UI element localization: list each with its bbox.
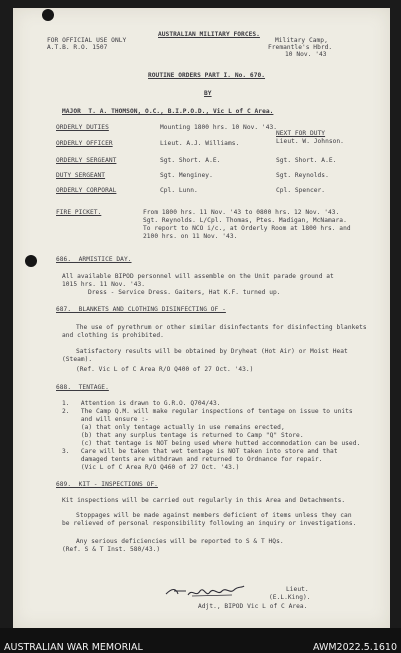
signature-title: Adjt., BIPOD Vic L of C Area. (198, 603, 308, 610)
section-line: Stoppages will be made against members deficient of items unless they can (76, 512, 352, 519)
section-line: 1. Attention is drawn to G.R.O. Q704/43. (62, 400, 221, 407)
duty-label: ORDERLY OFFICER (56, 140, 113, 147)
orders-title: ROUTINE ORDERS PART I. No. 670. (148, 72, 266, 79)
duty-label: ORDERLY SERGEANT (56, 157, 117, 164)
signature-name: (E.L.King). (269, 594, 311, 601)
section-line: (b) that any surplus tentage is returned to Camp "Q" Store. (62, 432, 304, 439)
section-line: damaged tents are withdrawn and returned to Ordnance for repair. (62, 456, 323, 463)
section-line: and clothing is prohibited. (62, 332, 164, 339)
header-ref: A.T.B. R.O. 1507 (47, 44, 108, 51)
section-line: Any serious deficiencies will be reported to S & T HQs. (76, 538, 284, 545)
footer-accession: AWM2022.5.1610 (312, 642, 397, 653)
section-heading: 688. TENTAGE. (56, 384, 109, 391)
section-line: All available BIPOD personnel will assemble on the Unit parade ground at (62, 273, 334, 280)
section-heading: 689. KIT - INSPECTIONS OF. (56, 481, 158, 488)
header-title: AUSTRALIAN MILITARY FORCES. (158, 31, 260, 38)
section-line: (a) that only tentage actually in use remains erected, (62, 424, 285, 431)
punch-hole (25, 255, 37, 267)
section-line: (c) that tentage is NOT being used where hutted accommodation can be used. (62, 440, 361, 447)
duty-value: Cpl. Lunn. (160, 187, 198, 194)
section-line: 2. The Camp Q.M. will make regular inspections of tentage on issue to units (62, 408, 353, 415)
document-page (13, 8, 390, 628)
section-line: The use of pyrethrum or other similar disinfectants for disinfecting blankets (76, 324, 367, 331)
section-line: 3. Care will be taken that wet tentage is NOT taken into store and that (62, 448, 338, 455)
duty-next: Cpl. Spencer. (276, 187, 326, 194)
duty-next: Lieut. W. Johnson. (276, 138, 344, 145)
duty-value: Mounting 1800 hrs. 10 Nov. '43. (160, 124, 278, 131)
section-line: and will ensure :- (62, 416, 149, 423)
fire-picket-line: To report to NCO i/c., at Orderly Room at 1800 hrs. and (143, 225, 351, 232)
orders-officer: MAJOR T. A. THOMSON, O.C., B.I.P.O.D., Vic L of C Area. (62, 108, 274, 115)
duty-value: Lieut. A.J. Williams. (160, 140, 240, 147)
duty-next: Sgt. Short. A.E. (276, 157, 337, 164)
section-line: (Ref. S & T Inst. 580/43.) (62, 546, 161, 553)
section-heading: 687. BLANKETS AND CLOTHING DISINFECTING OF - (56, 306, 226, 313)
section-line: 1015 hrs. 11 Nov. '43. (62, 281, 146, 288)
duty-label: DUTY SERGEANT (56, 172, 106, 179)
duty-label: ORDERLY DUTIES (56, 124, 109, 131)
fire-picket-line: Sgt. Reynolds. L/Cpl. Thomas, Ptes. Madigan, McNamara. (143, 217, 347, 224)
duty-label: ORDERLY CORPORAL (56, 187, 117, 194)
section-line: Dress - Service Dress. Gaiters, Hat K.F. turned up. (88, 289, 281, 296)
section-line: Kit inspections will be carried out regularly in this Area and Detachments. (62, 497, 346, 504)
footer-institution: AUSTRALIAN WAR MEMORIAL (4, 642, 143, 653)
duty-next: Sgt. Reynolds. (276, 172, 329, 179)
fire-picket-label: FIRE PICKET. (56, 209, 102, 216)
punch-hole (42, 9, 54, 21)
header-location-1: Military Camp, (275, 37, 328, 44)
section-line: be relieved of personal responsibility following an inquiry or investigations. (62, 520, 357, 527)
header-location-2: Fremantle's Hbrd. (268, 44, 333, 51)
signature-rank: Lieut. (286, 586, 309, 593)
fire-picket-line: 2100 hrs. on 11 Nov. '43. (143, 233, 238, 240)
header-date: 10 Nov. '43 (285, 51, 327, 58)
section-line: Satisfactory results will be obtained by Dryheat (Hot Air) or Moist Heat (76, 348, 348, 355)
section-line: (Ref. Vic L of C Area R/O Q400 of 27 Oct. '43.) (76, 366, 254, 373)
header-official-use: FOR OFFICIAL USE ONLY (47, 37, 127, 44)
handwritten-signature (162, 582, 247, 602)
section-line: (Steam). (62, 356, 93, 363)
fire-picket-line: From 1800 hrs. 11 Nov. '43 to 0800 hrs. 12 Nov. '43. (143, 209, 340, 216)
duty-value: Sgt. Short. A.E. (160, 157, 221, 164)
section-heading: 686. ARMISTICE DAY. (56, 256, 132, 263)
duty-value: Sgt. Menginey. (160, 172, 213, 179)
orders-by: BY (204, 90, 212, 97)
section-line: (Vic L of C Area R/O Q460 of 27 Oct. '43.) (62, 464, 240, 471)
next-for-duty-heading: NEXT FOR DUTY (276, 130, 326, 137)
